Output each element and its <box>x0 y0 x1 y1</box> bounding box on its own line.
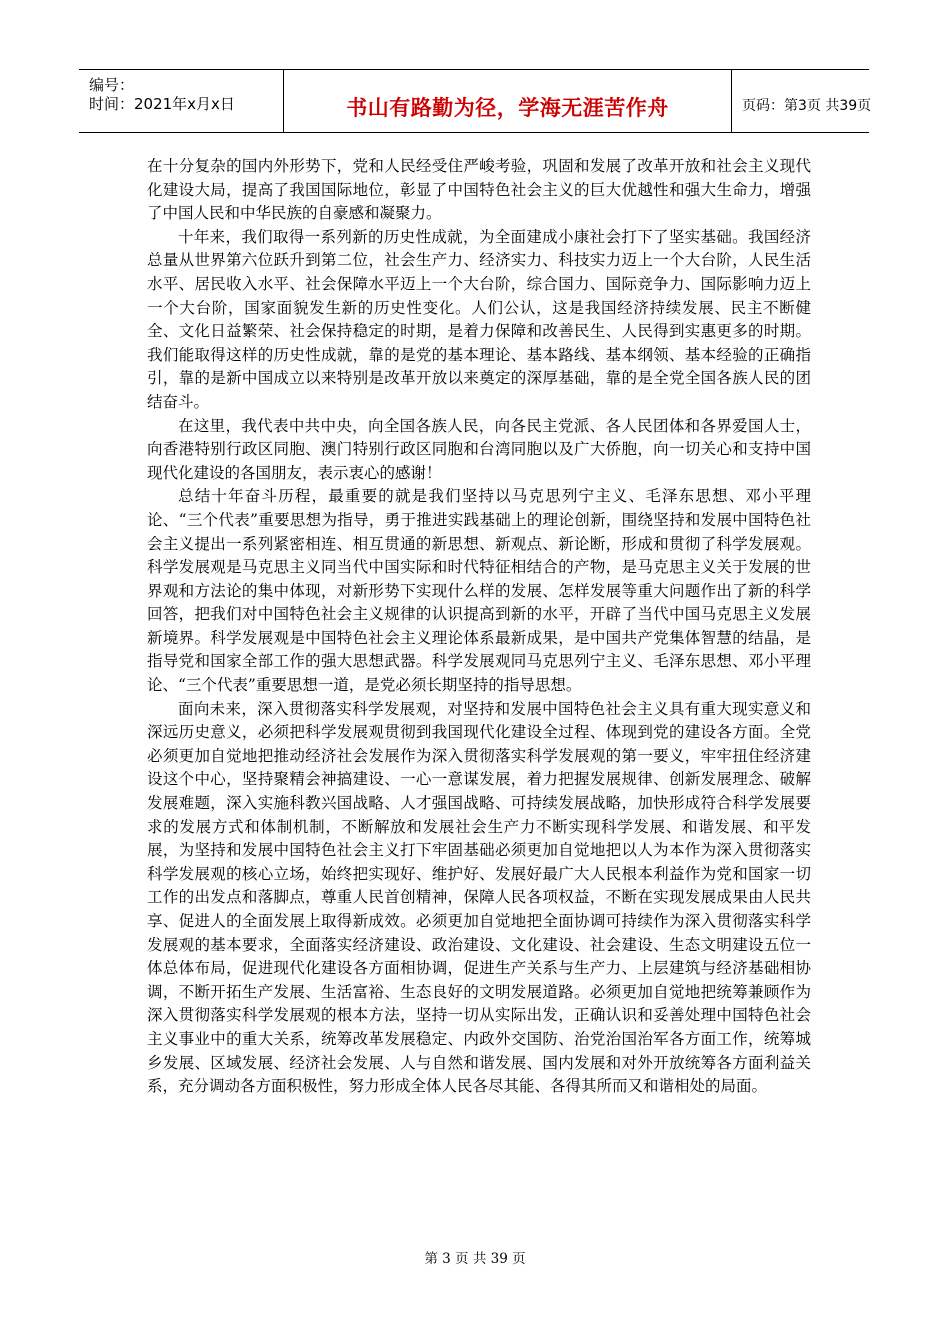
header-motto-cell <box>284 70 732 132</box>
header-page-cell <box>732 70 872 132</box>
body-paragraph: 总结十年奋斗历程，最重要的就是我们坚持以马克思列宁主义、毛泽东思想、邓小平理论、“三个代表”重要思想为指导，勇于推进实践基础上的理论创新，围绕坚持和发展中国特色社会主义提出一系列紧密相连、相互贯通的新思想、新观点、新论断，形成和贯彻了科学发展观。科学发展观是马克思主义同当代中国实际和时代特征相结合的产物，是马克思主义关于发展的世界观和方法论的集中体现，对新形势下实现什么样的发展、怎样发展等重大问题作出了新的科学回答，把我们对中国特色社会主义规律的认识提高到新的水平，开辟了当代中国马克思主义发展新境界。科学发展观是中国特色社会主义理论体系最新成果，是中国共产党集体智慧的结晶，是指导党和国家全部工作的强大思想武器。科学发展观同马克思列宁主义、毛泽东思想、邓小平理论、“三个代表”重要思想一道，是党必须长期坚持的指导思想。 <box>147 487 811 695</box>
date-label: 时间：2021年x月x日 <box>89 95 235 113</box>
page-footer: 第 3 页 共 39 页 <box>424 1251 526 1267</box>
body-paragraph: 在这里，我代表中共中央，向全国各族人民，向各民主党派、各人民团体和各界爱国人士，向香港特别行政区同胞、澳门特别行政区同胞和台湾同胞以及广大侨胞，向一切关心和支持中国现代化建设的各国朋友，表示衷心的感谢！ <box>147 416 811 482</box>
body-paragraph: 十年来，我们取得一系列新的历史性成就，为全面建成小康社会打下了坚实基础。我国经济总量从世界第六位跃升到第二位，社会生产力、经济实力、科技实力迈上一个大台阶，人民生活水平、居民收入水平、社会保障水平迈上一个大台阶，综合国力、国际竞争力、国际影响力迈上一个大台阶，国家面貌发生新的历史性变化。人们公认，这是我国经济持续发展、民主不断健全、文化日益繁荣、社会保持稳定的时期，是着力保障和改善民生、人民得到实惠更多的时期。我们能取得这样的历史性成就，靠的是党的基本理论、基本路线、基本纲领、基本经验的正确指引，靠的是新中国成立以来特别是改革开放以来奠定的深厚基础，靠的是全党全国各族人民的团结奋斗。 <box>147 227 811 411</box>
page-info-label: 页码：第3页 共39页 <box>742 98 872 114</box>
body-paragraph: 在十分复杂的国内外形势下，党和人民经受住严峻考验，巩固和发展了改革开放和社会主义现代化建设大局，提高了我国国际地位，彰显了中国特色社会主义的巨大优越性和强大生命力，增强了中国人民和中华民族的自豪感和凝聚力。 <box>147 157 811 223</box>
serial-number-label: 编号： <box>89 76 135 94</box>
document-body <box>147 155 811 1099</box>
header-meta-cell <box>79 70 284 132</box>
body-paragraph: 面向未来，深入贯彻落实科学发展观，对坚持和发展中国特色社会主义具有重大现实意义和深远历史意义，必须把科学发展观贯彻到我国现代化建设全过程、体现到党的建设各方面。全党必须更加自觉地把推动经济社会发展作为深入贯彻落实科学发展观的第一要义，牢牢扭住经济建设这个中心，坚持聚精会神搞建设、一心一意谋发展，着力把握发展规律、创新发展理念、破解发展难题，深入实施科教兴国战略、人才强国战略、可持续发展战略，加快形成符合科学发展要求的发展方式和体制机制，不断解放和发展社会生产力不断实现科学发展、和谐发展、和平发展，为坚持和发展中国特色社会主义打下牢固基础必须更加自觉地把以人为本作为深入贯彻落实科学发展观的核心立场，始终把实现好、维护好、发展好最广大人民根本利益作为党和国家一切工作的出发点和落脚点，尊重人民首创精神，保障人民各项权益，不断在实现发展成果由人民共享、促进人的全面发展上取得新成效。必须更加自觉地把全面协调可持续作为深入贯彻落实科学发展观的基本要求，全面落实经济建设、政治建设、文化建设、社会建设、生态文明建设五位一体总体布局，促进现代化建设各方面相协调，促进生产关系与生产力、上层建筑与经济基础相协调，不断开拓生产发展、生活富裕、生态良好的文明发展道路。必须更加自觉地把统筹兼顾作为深入贯彻落实科学发展观的根本方法，坚持一切从实际出发，正确认识和妥善处理中国特色社会主义事业中的重大关系，统筹改革发展稳定、内政外交国防、治党治国治军各方面工作，统筹城乡发展、区域发展、经济社会发展、人与自然和谐发展、国内发展和对外开放统筹各方面利益关系，充分调动各方面积极性，努力形成全体人民各尽其能、各得其所而又和谐相处的局面。 <box>147 699 811 1096</box>
document-header <box>79 69 872 133</box>
motto-title: 书山有路勤为径，学海无涯苦作舟 <box>346 96 669 120</box>
